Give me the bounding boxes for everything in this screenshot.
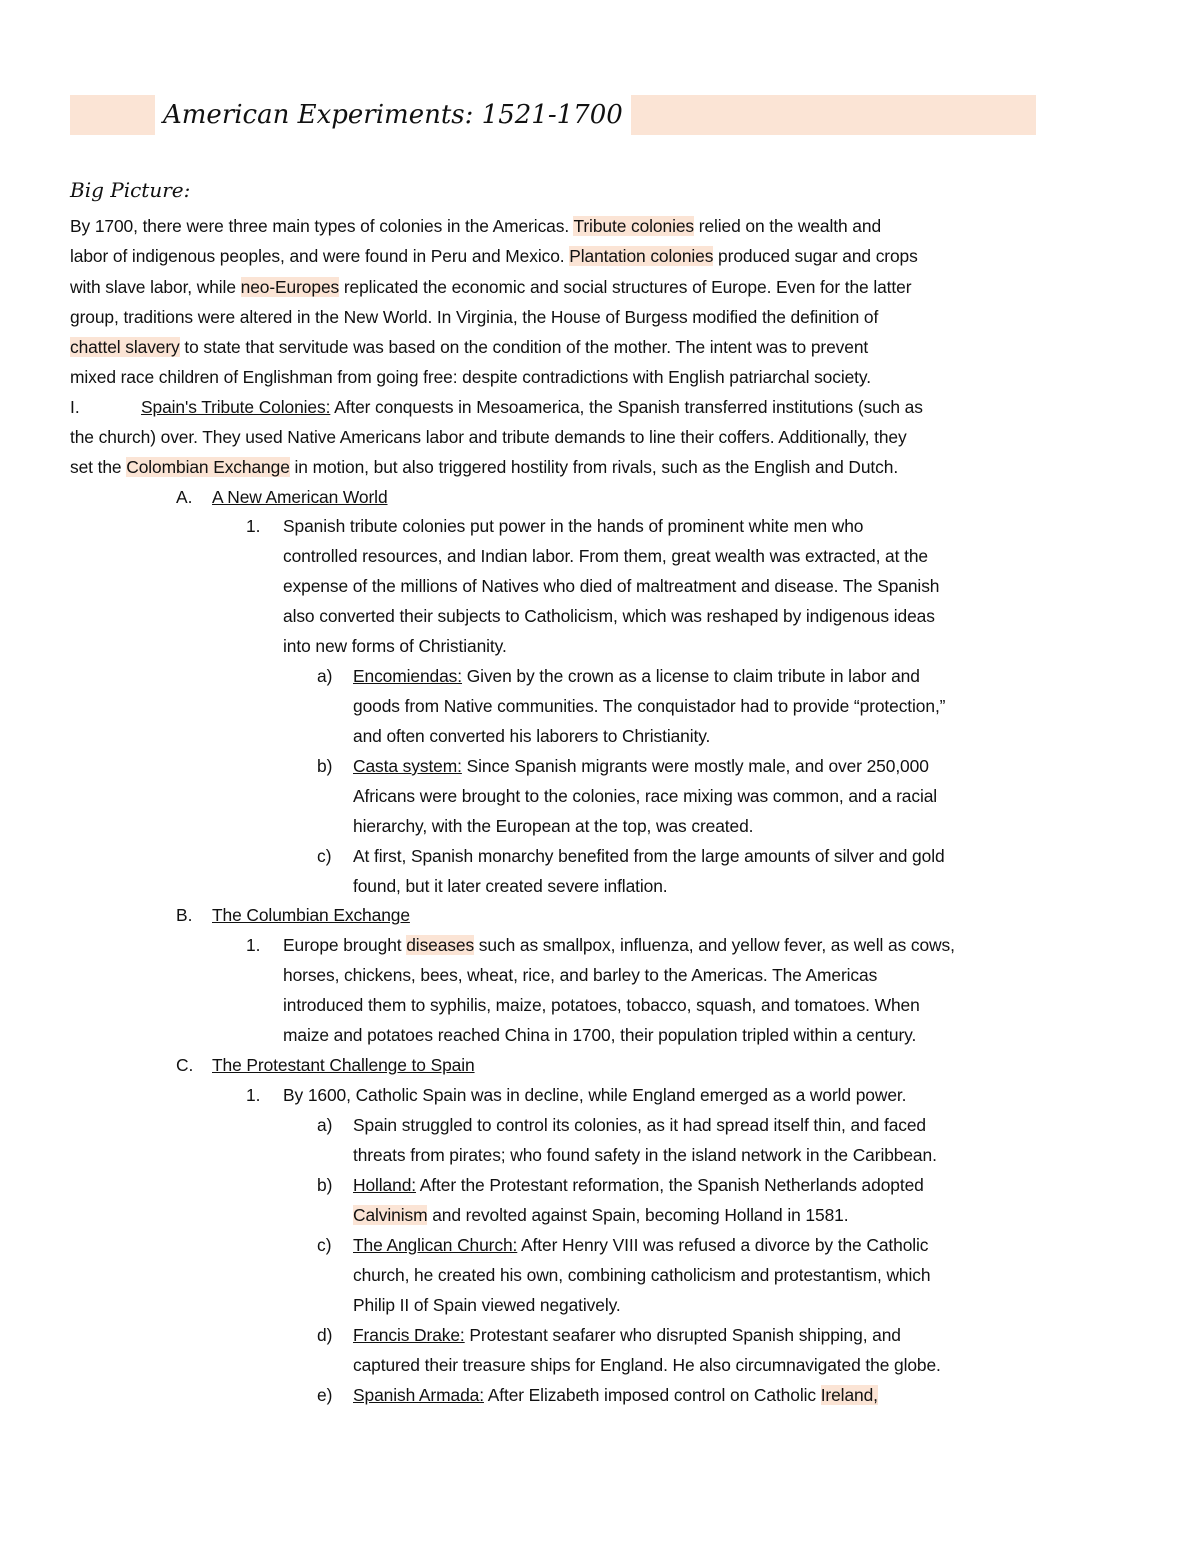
subitem-line: captured their treasure ships for England. He also circumnavigated the globe. [353, 1355, 941, 1375]
subitem-marker: b) [317, 1175, 333, 1195]
item-line: maize and potatoes reached China in 1700, their population tripled within a century. [283, 1025, 917, 1045]
highlight-term: Colombian Exchange [126, 457, 290, 477]
item-marker: 1. [246, 516, 261, 536]
subitem-line: found, but it later created severe inflation. [353, 876, 668, 896]
item-line: expense of the millions of Natives who died of maltreatment and disease. The Spanish [283, 576, 940, 596]
subsection-marker: C. [176, 1055, 194, 1075]
item-line: Europe brought diseases such as smallpox, influenza, and yellow fever, as well as cows, [283, 935, 955, 955]
highlight-term: neo-Europes [240, 277, 340, 297]
subsection-title: The Protestant Challenge to Spain [212, 1055, 475, 1075]
subitem-line: goods from Native communities. The conquistador had to provide “protection,” [353, 696, 946, 716]
item-line: introduced them to syphilis, maize, potatoes, tobacco, squash, and tomatoes. When [283, 995, 920, 1015]
term: The Anglican Church: [353, 1235, 518, 1255]
subitem-line: Philip II of Spain viewed negatively. [353, 1295, 621, 1315]
item-line: controlled resources, and Indian labor. From them, great wealth was extracted, at the [283, 546, 928, 566]
big-picture-line: By 1700, there were three main types of colonies in the Americas. Tribute colonies relied on the wealth and [70, 216, 882, 236]
subitem-line: Francis Drake: Protestant seafarer who disrupted Spanish shipping, and [353, 1325, 901, 1345]
subitem-marker: c) [317, 1235, 332, 1255]
subitem-line: Africans were brought to the colonies, race mixing was common, and a racial [353, 786, 938, 806]
subitem-line: Spain struggled to control its colonies, as it had spread itself thin, and faced [353, 1115, 926, 1135]
term: Encomiendas: [353, 666, 463, 686]
item-line: also converted their subjects to Catholicism, which was reshaped by indigenous ideas [283, 606, 935, 626]
big-picture-line: with slave labor, while neo-Europes replicated the economic and social structures of Europe. Even for the latter [70, 277, 912, 297]
subsection-marker: A. [176, 487, 193, 507]
section-line: Spain's Tribute Colonies: After conquests in Mesoamerica, the Spanish transferred institutions (such as [141, 397, 923, 417]
page-title: American Experiments: 1521-1700 [155, 95, 631, 135]
big-picture-line: labor of indigenous peoples, and were found in Peru and Mexico. Plantation colonies produced sugar and crops [70, 246, 918, 266]
term: Holland: [353, 1175, 417, 1195]
big-picture-line: mixed race children of Englishman from going free: despite contradictions with English patriarchal society. [70, 367, 871, 387]
item-line: into new forms of Christianity. [283, 636, 507, 656]
subitem-line: Encomiendas: Given by the crown as a license to claim tribute in labor and [353, 666, 920, 686]
item-marker: 1. [246, 1085, 261, 1105]
item-line: By 1600, Catholic Spain was in decline, while England emerged as a world power. [283, 1085, 907, 1105]
highlight-term: Ireland, [820, 1385, 878, 1405]
subitem-line: Holland: After the Protestant reformation, the Spanish Netherlands adopted [353, 1175, 924, 1195]
section-title: Spain's Tribute Colonies: [141, 397, 331, 417]
highlight-term: Calvinism [353, 1205, 428, 1225]
subitem-marker: c) [317, 846, 332, 866]
section-line: the church) over. They used Native Americans labor and tribute demands to line their coffers. Additionally, they [70, 427, 907, 447]
subitem-marker: a) [317, 1115, 333, 1135]
subitem-marker: b) [317, 756, 333, 776]
term: Casta system: [353, 756, 462, 776]
item-line: Spanish tribute colonies put power in the hands of prominent white men who [283, 516, 864, 536]
subitem-marker: e) [317, 1385, 333, 1405]
term: Spanish Armada: [353, 1385, 484, 1405]
big-picture-line: group, traditions were altered in the New World. In Virginia, the House of Burgess modified the definition of [70, 307, 879, 327]
subitem-marker: a) [317, 666, 333, 686]
item-marker: 1. [246, 935, 261, 955]
highlight-term: Tribute colonies [573, 216, 695, 236]
section-marker: I. [70, 397, 80, 417]
big-picture-line: chattel slavery to state that servitude was based on the condition of the mother. The intent was to prevent [70, 337, 869, 357]
subitem-line: church, he created his own, combining catholicism and protestantism, which [353, 1265, 931, 1285]
subitem-line: Spanish Armada: After Elizabeth imposed control on Catholic Ireland, [353, 1385, 878, 1405]
subsection-title: A New American World [212, 487, 388, 507]
subitem-line: Casta system: Since Spanish migrants were mostly male, and over 250,000 [353, 756, 929, 776]
subitem-line: The Anglican Church: After Henry VIII was refused a divorce by the Catholic [353, 1235, 929, 1255]
subsection-title: The Columbian Exchange [212, 905, 410, 925]
subitem-line: threats from pirates; who found safety in the island network in the Caribbean. [353, 1145, 937, 1165]
subitem-marker: d) [317, 1325, 333, 1345]
highlight-term: Plantation colonies [569, 246, 714, 266]
subsection-marker: B. [176, 905, 193, 925]
subitem-line: Calvinism and revolted against Spain, becoming Holland in 1581. [353, 1205, 849, 1225]
subitem-line: hierarchy, with the European at the top, was created. [353, 816, 754, 836]
section-line: set the Colombian Exchange in motion, but also triggered hostility from rivals, such as the English and Dutch. [70, 457, 899, 477]
item-line: horses, chickens, bees, wheat, rice, and barley to the Americas. The Americas [283, 965, 878, 985]
subitem-line: and often converted his laborers to Christianity. [353, 726, 711, 746]
highlight-term: chattel slavery [70, 337, 180, 357]
highlight-term: diseases [406, 935, 475, 955]
subitem-line: At first, Spanish monarchy benefited from the large amounts of silver and gold [353, 846, 945, 866]
term: Francis Drake: [353, 1325, 465, 1345]
big-picture-heading: Big Picture: [70, 178, 191, 202]
